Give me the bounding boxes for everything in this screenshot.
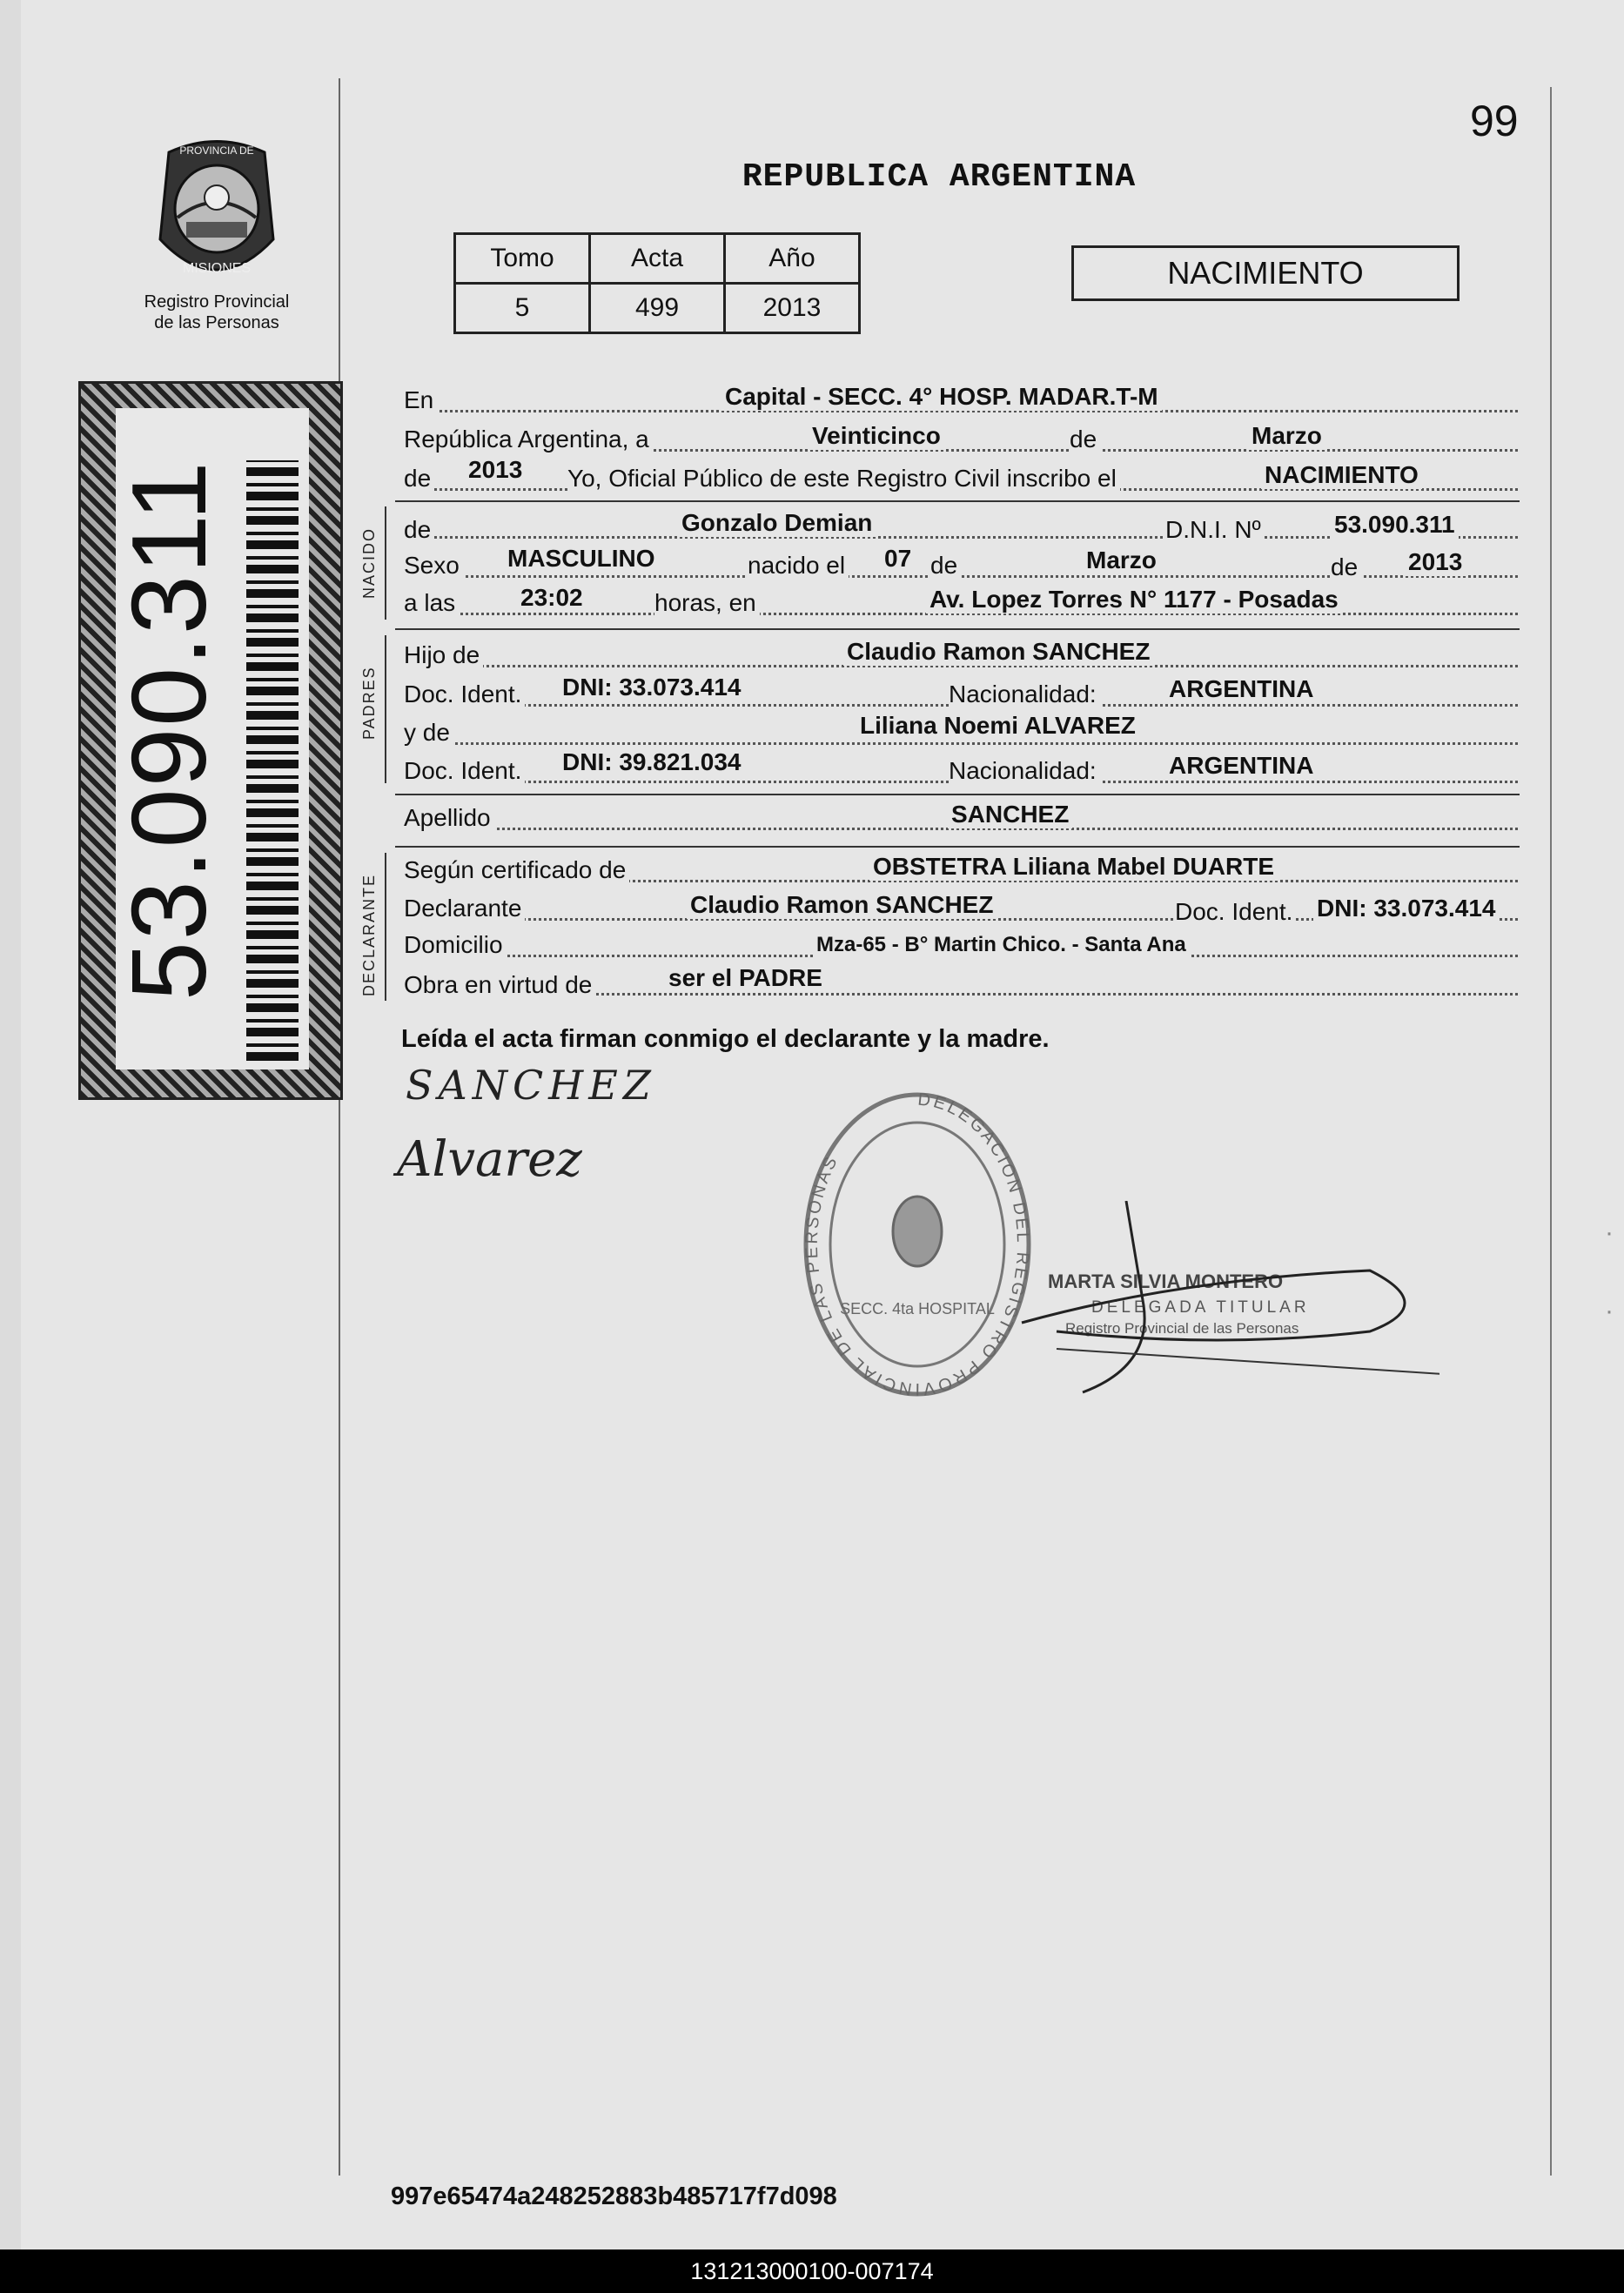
- horas-en-label: horas, en: [654, 589, 760, 617]
- form-line-hora: [404, 586, 1518, 620]
- sexo-value: MASCULINO: [504, 545, 659, 573]
- doc1-value: DNI: 33.073.414: [559, 674, 744, 701]
- madre-value: Liliana Noemi ALVAREZ: [856, 712, 1139, 740]
- form-line-certificado: [404, 853, 1518, 888]
- cert-label: Según certificado de: [404, 856, 629, 884]
- nac2-label: Nacionalidad:: [949, 757, 1100, 785]
- acto-value: NACIMIENTO: [1261, 461, 1422, 489]
- province-crest-icon: [151, 135, 282, 292]
- doc1-label: Doc. Ident.: [404, 681, 525, 708]
- form-line-en: [404, 383, 1518, 418]
- crest-text-top: PROVINCIA DE: [179, 144, 254, 157]
- document-type-box: NACIMIENTO: [1071, 245, 1460, 301]
- registry-name-line1: Registro Provincial: [144, 292, 290, 312]
- form-line-doc2: [404, 748, 1518, 788]
- obra-label: Obra en virtud de: [404, 971, 595, 999]
- cert-value: OBSTETRA Liliana Mabel DUARTE: [869, 853, 1278, 881]
- nac1-label: Nacionalidad:: [949, 681, 1100, 708]
- nacido-label: NACIDO: [360, 526, 378, 599]
- anio-header: Año: [725, 234, 860, 284]
- record-table-header-row: [455, 234, 860, 284]
- hijo-label: Hijo de: [404, 641, 483, 669]
- nac-de-label: de: [930, 552, 961, 580]
- record-table: [453, 232, 861, 334]
- seal-ring-text: DELEGACION DEL REGISTRO PROVINCIAL DE LAS PERSONAS: [802, 1090, 1033, 1399]
- country-title: REPUBLICA ARGENTINA: [742, 158, 1137, 196]
- declarante-bracket: [385, 853, 386, 1001]
- apellido-value: SANCHEZ: [948, 801, 1072, 828]
- tomo-header: Tomo: [455, 234, 590, 284]
- nacido-bracket: [385, 506, 386, 620]
- form-line-obra: [404, 966, 1518, 1001]
- form-line-fecha: [404, 422, 1518, 457]
- closing-statement: Leída el acta firman conmigo el declarante y la madre.: [401, 1025, 1050, 1053]
- nombre-value: Gonzalo Demian: [678, 509, 876, 537]
- yde-label: y de: [404, 719, 453, 747]
- hora-label: a las: [404, 589, 459, 617]
- mes-value: Marzo: [1248, 422, 1325, 450]
- nac-dia-value: 07: [881, 545, 915, 573]
- de2-label: de: [404, 465, 434, 493]
- hora-value: 23:02: [517, 584, 587, 612]
- decl-label: Declarante: [404, 895, 525, 922]
- form-line-declarante: [404, 891, 1518, 926]
- anio-value: 2013: [465, 456, 526, 484]
- padre-value: Claudio Ramon SANCHEZ: [843, 638, 1153, 666]
- document-hash: 997e65474a248252883b485717f7d098: [391, 2182, 837, 2210]
- yo-text: Yo, Oficial Público de este Registro Civil inscribo el: [567, 465, 1120, 493]
- margin-mark: ·: [1605, 1297, 1614, 1325]
- declarante-label: DECLARANTE: [360, 873, 378, 996]
- en-value: Capital - SECC. 4° HOSP. MADAR.T-M: [721, 383, 1162, 411]
- padres-label: PADRES: [360, 666, 378, 740]
- certificate-page: [21, 0, 1624, 2249]
- nac1-value: ARGENTINA: [1165, 675, 1317, 703]
- right-margin-rule: [1550, 87, 1552, 2176]
- separator: [395, 794, 1520, 795]
- record-table-value-row: [455, 284, 860, 333]
- seal-center-text: SECC. 4ta HOSPITAL: [840, 1300, 995, 1317]
- dia-value: Veinticinco: [809, 422, 944, 450]
- signature-sanchez: SANCHEZ: [406, 1062, 656, 1109]
- nac-mes-value: Marzo: [1083, 546, 1160, 574]
- margin-mark: ·: [1605, 1218, 1614, 1247]
- padres-bracket: [385, 635, 386, 783]
- dom-label: Domicilio: [404, 931, 507, 959]
- document-code-bar: 131213000100-007174: [0, 2249, 1624, 2293]
- acta-value: 499: [590, 284, 725, 333]
- decl-value: Claudio Ramon SANCHEZ: [687, 891, 997, 919]
- registry-seal-icon: [795, 1079, 1039, 1401]
- acta-header: Acta: [590, 234, 725, 284]
- barcode-number: 53.090.311: [110, 459, 228, 1001]
- registry-name-line2: de las Personas: [154, 313, 279, 332]
- form-line-doc1: [404, 674, 1518, 712]
- anio-value: 2013: [725, 284, 860, 333]
- decl-doc-label: Doc. Ident.: [1175, 898, 1296, 926]
- doc2-value: DNI: 39.821.034: [559, 748, 744, 776]
- separator: [395, 500, 1520, 502]
- signature-alvarez: Alvarez: [397, 1131, 582, 1188]
- barcode-bars: [246, 460, 299, 1061]
- form-line-nombre: [404, 509, 1518, 544]
- stamp-name: MARTA SILVIA MONTERO: [1048, 1271, 1284, 1292]
- en-label: En: [404, 386, 437, 414]
- official-stamp-signature: [1004, 1201, 1439, 1410]
- apellido-label: Apellido: [404, 804, 494, 832]
- form-line-domicilio: [404, 928, 1518, 962]
- stamp-role: DELEGADA TITULAR: [1091, 1298, 1310, 1317]
- form-line-madre: [404, 712, 1518, 750]
- nac-de2-label: de: [1331, 553, 1361, 581]
- nac-anio-value: 2013: [1405, 548, 1466, 576]
- rep-label: República Argentina, a: [404, 426, 653, 453]
- lugar-value: Av. Lopez Torres N° 1177 - Posadas: [926, 586, 1342, 613]
- doc2-label: Doc. Ident.: [404, 757, 525, 785]
- stamp-org: Registro Provincial de las Personas: [1065, 1320, 1299, 1337]
- dni-value: 53.090.311: [1331, 511, 1459, 539]
- form-line-sexo: [404, 545, 1518, 583]
- separator: [395, 846, 1520, 848]
- decl-doc-value: DNI: 33.073.414: [1313, 895, 1499, 922]
- dni-label: D.N.I. Nº: [1165, 516, 1265, 544]
- sexo-label: Sexo: [404, 552, 463, 580]
- nacido-el-label: nacido el: [748, 552, 849, 580]
- nac2-value: ARGENTINA: [1165, 752, 1317, 780]
- crest-text-bottom: MISIONES: [182, 261, 252, 276]
- separator: [395, 628, 1520, 630]
- page-number: 99: [1470, 97, 1519, 145]
- dom-value: Mza-65 - B° Martin Chico. - Santa Ana: [813, 933, 1190, 957]
- tomo-value: 5: [455, 284, 590, 333]
- obra-value: ser el PADRE: [665, 964, 826, 992]
- de-label: de: [1070, 426, 1100, 453]
- form-line-padre: [404, 638, 1518, 673]
- form-line-apellido: [404, 801, 1518, 835]
- nombre-label: de: [404, 516, 434, 544]
- form-line-anio: [404, 456, 1518, 496]
